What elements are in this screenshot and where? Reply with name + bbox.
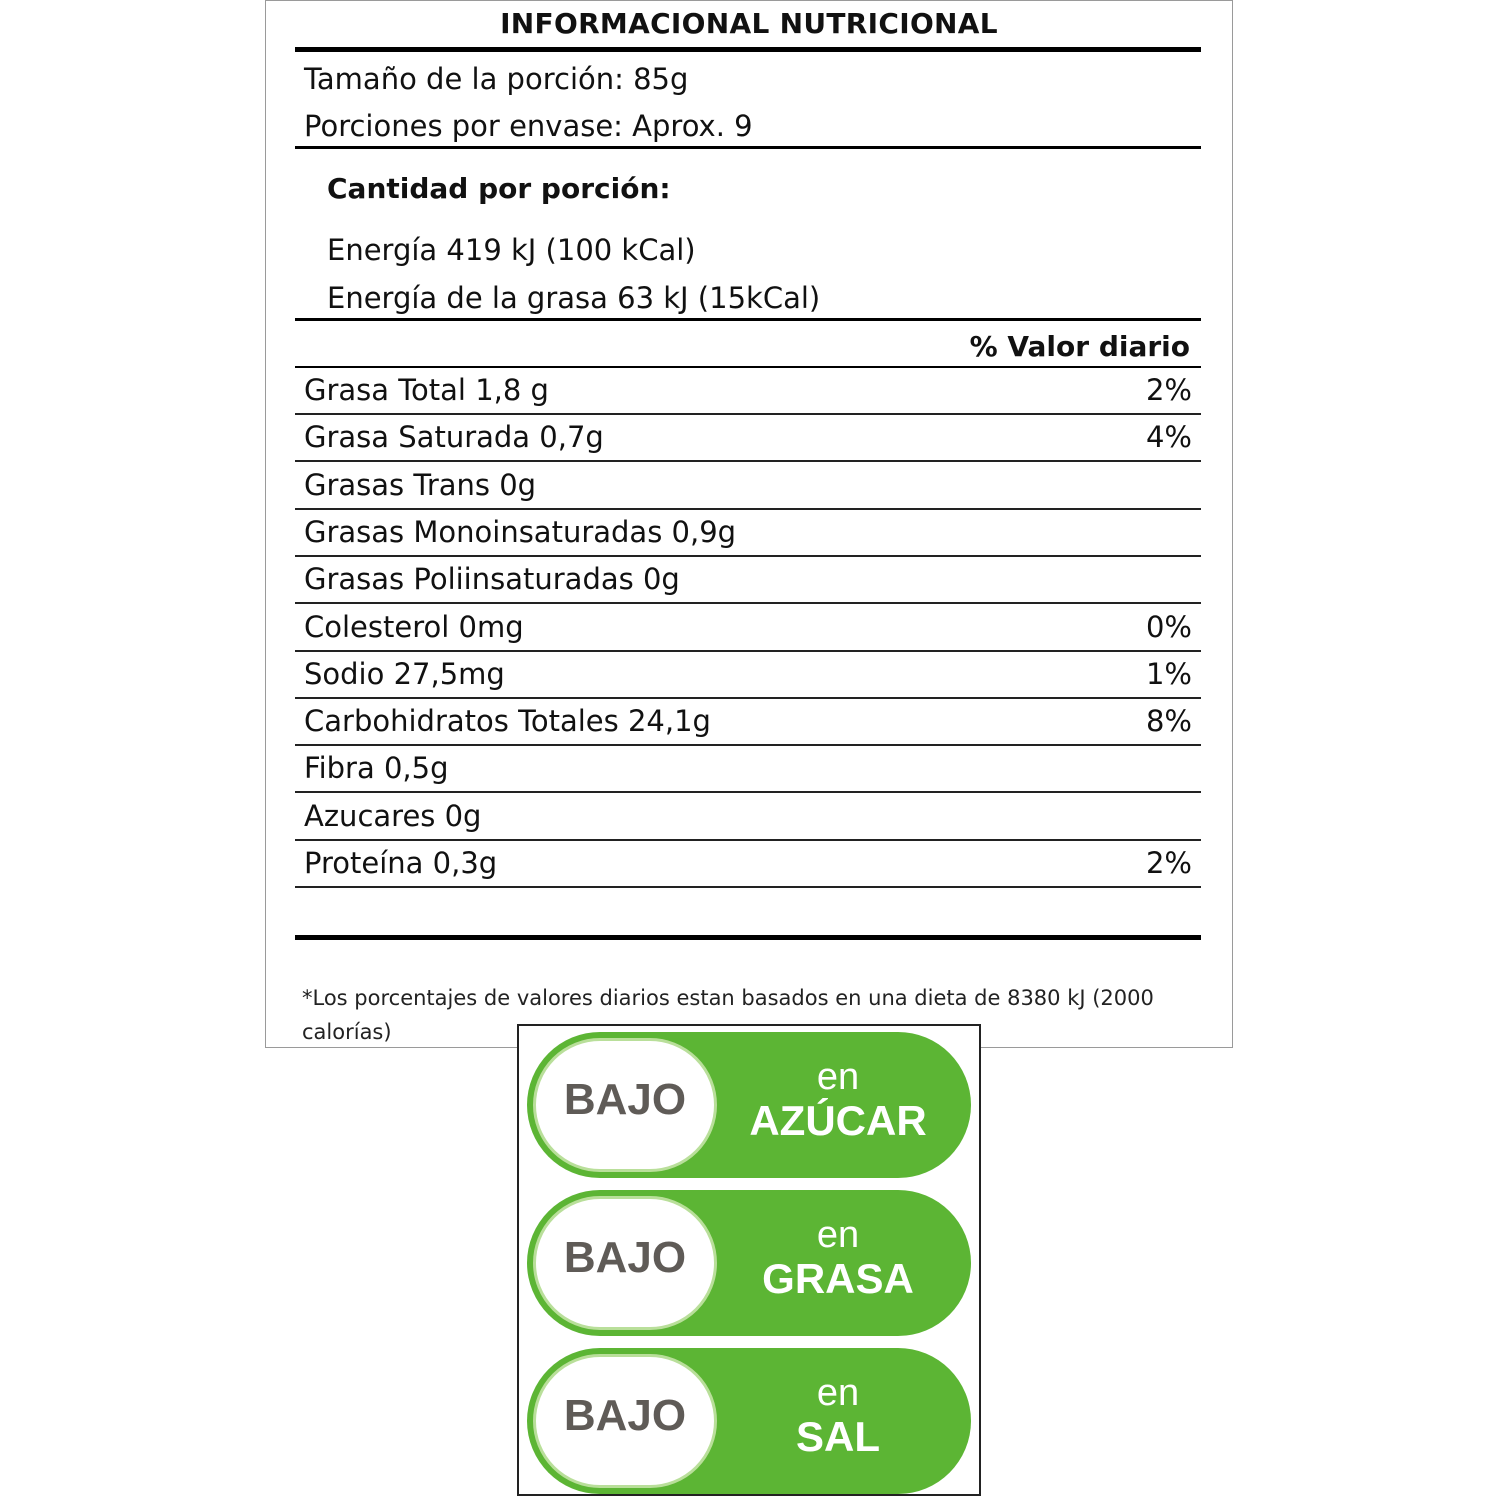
nutrient-name: Carbohidratos Totales 24,1g bbox=[304, 704, 711, 739]
badge-nutrient: AZÚCAR bbox=[749, 1097, 927, 1144]
nutrient-row bbox=[295, 794, 1201, 841]
badge-level: BAJO bbox=[563, 1233, 687, 1282]
badge-low-fat bbox=[527, 1190, 971, 1336]
nutrient-name: Sodio 27,5mg bbox=[304, 656, 505, 691]
nutrient-name: Grasa Saturada 0,7g bbox=[304, 420, 604, 455]
badge-level: BAJO bbox=[563, 1391, 687, 1440]
divider bbox=[295, 146, 1201, 149]
amount-per-serving-heading: Cantidad por porción: bbox=[327, 172, 671, 205]
badge-connector: en bbox=[816, 1372, 860, 1414]
nutrient-daily-value: 0% bbox=[1145, 609, 1192, 644]
nutrient-name: Fibra 0,5g bbox=[304, 751, 449, 786]
nutrient-row bbox=[295, 605, 1201, 652]
energy-value: Energía 419 kJ (100 kCal) bbox=[327, 233, 696, 267]
daily-value-footnote: *Los porcentajes de valores diarios estan basados en una dieta de 8380 kJ (2000 calorías) bbox=[302, 986, 1154, 1044]
nutrient-name: Azucares 0g bbox=[304, 798, 482, 833]
nutrient-row bbox=[295, 841, 1201, 888]
nutrient-name: Proteína 0,3g bbox=[304, 846, 498, 880]
label-title: INFORMACIONAL NUTRICIONAL bbox=[500, 7, 998, 40]
badge-low-salt bbox=[527, 1348, 971, 1494]
nutrient-row bbox=[295, 746, 1201, 793]
nutrient-daily-value: 1% bbox=[1145, 656, 1192, 691]
nutrient-name: Grasas Poliinsaturadas 0g bbox=[304, 562, 680, 597]
nutrient-row bbox=[295, 463, 1201, 510]
nutrition-facts-panel bbox=[265, 0, 1233, 1048]
badge-nutrient: SAL bbox=[796, 1413, 880, 1460]
nutrient-name: Grasas Monoinsaturadas 0,9g bbox=[304, 514, 737, 549]
badge-level: BAJO bbox=[563, 1075, 687, 1124]
nutrient-daily-value: 4% bbox=[1145, 420, 1192, 455]
serving-size: Tamaño de la porción: 85g bbox=[304, 62, 689, 96]
badge-nutrient: GRASA bbox=[762, 1255, 914, 1302]
divider bbox=[295, 318, 1201, 321]
nutrient-name: Grasa Total 1,8 g bbox=[304, 373, 549, 407]
nutrient-row bbox=[295, 557, 1201, 604]
nutrient-row bbox=[295, 699, 1201, 746]
servings-per-container: Porciones por envase: Aprox. 9 bbox=[304, 109, 753, 143]
badge-connector: en bbox=[816, 1214, 860, 1256]
daily-value-header: % Valor diario bbox=[969, 330, 1190, 363]
nutrient-daily-value: 2% bbox=[1145, 846, 1192, 880]
badge-low-sugar bbox=[527, 1032, 971, 1178]
divider bbox=[295, 935, 1201, 940]
nutrient-daily-value: 8% bbox=[1145, 704, 1192, 739]
nutrient-row bbox=[295, 415, 1201, 462]
divider bbox=[295, 47, 1201, 52]
nutrient-row bbox=[295, 652, 1201, 699]
nutrient-row bbox=[295, 368, 1201, 415]
nutrient-name: Grasas Trans 0g bbox=[304, 467, 537, 502]
front-of-pack-badges bbox=[517, 1024, 981, 1496]
badge-connector: en bbox=[816, 1056, 860, 1098]
nutrient-row bbox=[295, 510, 1201, 557]
energy-from-fat-value: Energía de la grasa 63 kJ (15kCal) bbox=[327, 281, 821, 315]
nutrient-daily-value: 2% bbox=[1145, 373, 1192, 407]
nutrient-name: Colesterol 0mg bbox=[304, 609, 524, 644]
